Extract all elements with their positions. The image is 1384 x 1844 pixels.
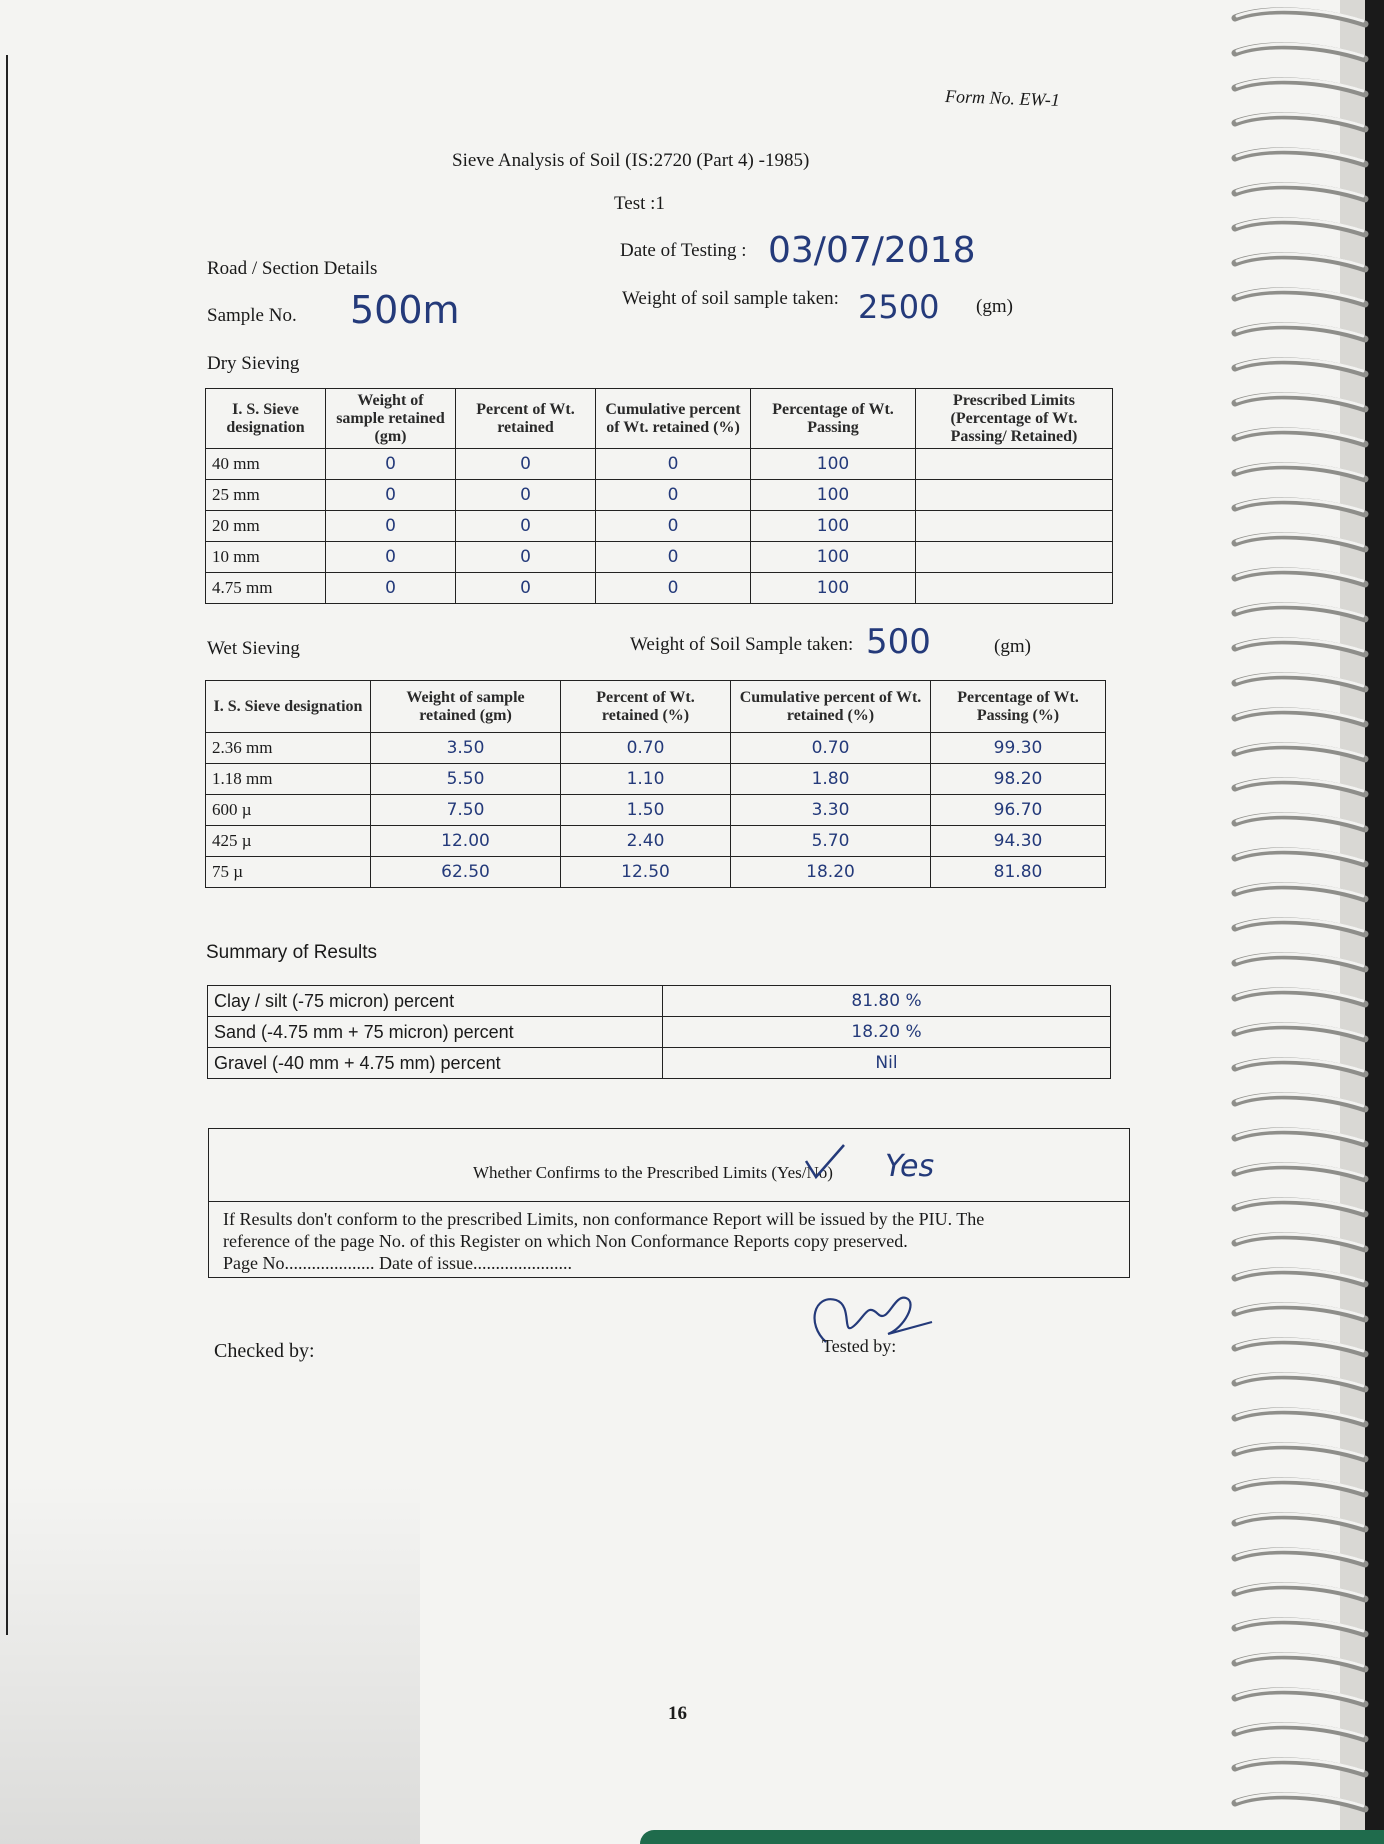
- weight-cell: 5.50: [371, 764, 561, 795]
- margin-line: [6, 55, 8, 1635]
- table-row: [208, 986, 1111, 1017]
- wet-header-cumulative: Cumulative percent of Wt. retained (%): [731, 681, 931, 733]
- sieve-cell: 40 mm: [206, 449, 326, 480]
- percent-cell: 0: [456, 573, 596, 604]
- conformance-answer: Yes: [885, 1149, 935, 1184]
- weight-taken-value: 2500: [858, 288, 940, 326]
- weight-cell: 62.50: [371, 857, 561, 888]
- percent-cell: 0: [456, 480, 596, 511]
- checked-by-label: Checked by:: [214, 1340, 315, 1362]
- sample-no-label: Sample No.: [207, 305, 297, 326]
- test-label: Test :1: [614, 193, 665, 214]
- percent-cell: 12.50: [561, 857, 731, 888]
- summary-gravel-label: Gravel (-40 mm + 4.75 mm) percent: [208, 1048, 663, 1079]
- form-number: Form No. EW-1: [944, 86, 1061, 110]
- weight-cell: 12.00: [371, 826, 561, 857]
- checkmark-icon: [802, 1143, 848, 1183]
- conformance-box: [208, 1128, 1130, 1278]
- table-row: [206, 511, 1113, 542]
- dry-sieving-table: [205, 388, 1113, 604]
- percent-cell: 0: [456, 542, 596, 573]
- dry-header-weight: Weight of sample retained (gm): [326, 389, 456, 449]
- cumulative-cell: 3.30: [731, 795, 931, 826]
- passing-cell: 99.30: [931, 733, 1106, 764]
- passing-cell: 100: [751, 573, 916, 604]
- cumulative-cell: 0: [596, 480, 751, 511]
- sieve-cell: 25 mm: [206, 480, 326, 511]
- limits-cell: [916, 542, 1113, 573]
- dry-header-cumulative: Cumulative percent of Wt. retained (%): [596, 389, 751, 449]
- dry-sieving-label: Dry Sieving: [207, 353, 300, 374]
- summary-table: [207, 985, 1111, 1079]
- summary-clay-label: Clay / silt (-75 micron) percent: [208, 986, 663, 1017]
- passing-cell: 100: [751, 480, 916, 511]
- desk-edge: [640, 1830, 1384, 1844]
- conformance-note-line2: reference of the page No. of this Register on which Non Conformance Reports copy preserved.: [223, 1231, 908, 1251]
- passing-cell: 100: [751, 511, 916, 542]
- table-row: [206, 449, 1113, 480]
- conformance-note-line1: If Results don't conform to the prescribed Limits, non conformance Report will be issued by the PIU. The: [223, 1209, 985, 1229]
- summary-label: Summary of Results: [206, 942, 378, 963]
- dry-header-passing: Percentage of Wt. Passing: [751, 389, 916, 449]
- page-shadow: [0, 1480, 420, 1844]
- percent-cell: 2.40: [561, 826, 731, 857]
- tested-by-label: Tested by:: [822, 1336, 897, 1356]
- percent-cell: 0: [456, 449, 596, 480]
- limits-cell: [916, 480, 1113, 511]
- cumulative-cell: 0: [596, 449, 751, 480]
- passing-cell: 100: [751, 449, 916, 480]
- passing-cell: 98.20: [931, 764, 1106, 795]
- page-title: Sieve Analysis of Soil (IS:2720 (Part 4) -1985): [452, 150, 810, 171]
- dry-header-row: [206, 389, 1113, 449]
- page-number: 16: [668, 1703, 687, 1724]
- wet-weight-label: Weight of Soil Sample taken:: [630, 634, 854, 655]
- sample-no-value: 500m: [350, 288, 460, 332]
- table-row: [208, 1048, 1111, 1079]
- road-section-label: Road / Section Details: [207, 258, 378, 279]
- table-row: [206, 573, 1113, 604]
- sieve-cell: 75 µ: [206, 857, 371, 888]
- weight-cell: 0: [326, 511, 456, 542]
- table-row: [206, 542, 1113, 573]
- percent-cell: 0: [456, 511, 596, 542]
- limits-cell: [916, 511, 1113, 542]
- sieve-cell: 4.75 mm: [206, 573, 326, 604]
- weight-cell: 0: [326, 449, 456, 480]
- percent-cell: 0.70: [561, 733, 731, 764]
- weight-cell: 0: [326, 542, 456, 573]
- wet-header-percent: Percent of Wt. retained (%): [561, 681, 731, 733]
- cumulative-cell: 0: [596, 573, 751, 604]
- wet-sieving-table: [205, 680, 1106, 888]
- table-row: [206, 795, 1106, 826]
- table-row: [206, 857, 1106, 888]
- cumulative-cell: 0: [596, 542, 751, 573]
- table-row: [208, 1017, 1111, 1048]
- dry-header-sieve: I. S. Sieve designation: [206, 389, 326, 449]
- dry-header-percent: Percent of Wt. retained: [456, 389, 596, 449]
- sieve-cell: 2.36 mm: [206, 733, 371, 764]
- wet-weight-value: 500: [866, 622, 931, 662]
- limits-cell: [916, 449, 1113, 480]
- wet-sieving-label: Wet Sieving: [207, 638, 300, 659]
- conformance-divider: [209, 1201, 1129, 1202]
- wet-weight-unit: (gm): [994, 636, 1031, 657]
- summary-sand-label: Sand (-4.75 mm + 75 micron) percent: [208, 1017, 663, 1048]
- passing-cell: 100: [751, 542, 916, 573]
- date-value: 03/07/2018: [768, 230, 976, 271]
- summary-clay-value: 81.80 %: [663, 986, 1111, 1017]
- table-row: [206, 764, 1106, 795]
- conformance-question: Whether Confirms to the Prescribed Limits (Yes/No): [473, 1163, 833, 1182]
- weight-taken-unit: (gm): [976, 296, 1013, 317]
- weight-taken-label: Weight of soil sample taken:: [622, 288, 839, 309]
- summary-sand-value: 18.20 %: [663, 1017, 1111, 1048]
- sieve-cell: 1.18 mm: [206, 764, 371, 795]
- sieve-cell: 20 mm: [206, 511, 326, 542]
- sieve-cell: 10 mm: [206, 542, 326, 573]
- date-label: Date of Testing :: [620, 240, 747, 261]
- passing-cell: 94.30: [931, 826, 1106, 857]
- limits-cell: [916, 573, 1113, 604]
- wet-header-passing: Percentage of Wt. Passing (%): [931, 681, 1106, 733]
- passing-cell: 96.70: [931, 795, 1106, 826]
- wet-header-sieve: I. S. Sieve designation: [206, 681, 371, 733]
- summary-gravel-value: Nil: [663, 1048, 1111, 1079]
- table-row: [206, 733, 1106, 764]
- weight-cell: 0: [326, 480, 456, 511]
- dry-header-limits: Prescribed Limits (Percentage of Wt. Passing/ Retained): [916, 389, 1113, 449]
- table-row: [206, 480, 1113, 511]
- passing-cell: 81.80: [931, 857, 1106, 888]
- conformance-note-line3: Page No.................... Date of issue......................: [223, 1253, 572, 1273]
- cumulative-cell: 0: [596, 511, 751, 542]
- wet-header-weight: Weight of sample retained (gm): [371, 681, 561, 733]
- percent-cell: 1.10: [561, 764, 731, 795]
- sieve-cell: 600 µ: [206, 795, 371, 826]
- percent-cell: 1.50: [561, 795, 731, 826]
- wet-header-row: [206, 681, 1106, 733]
- weight-cell: 7.50: [371, 795, 561, 826]
- table-row: [206, 826, 1106, 857]
- weight-cell: 0: [326, 573, 456, 604]
- sieve-cell: 425 µ: [206, 826, 371, 857]
- spiral-binding: [1215, 0, 1384, 1844]
- cumulative-cell: 5.70: [731, 826, 931, 857]
- cumulative-cell: 1.80: [731, 764, 931, 795]
- weight-cell: 3.50: [371, 733, 561, 764]
- cumulative-cell: 0.70: [731, 733, 931, 764]
- cumulative-cell: 18.20: [731, 857, 931, 888]
